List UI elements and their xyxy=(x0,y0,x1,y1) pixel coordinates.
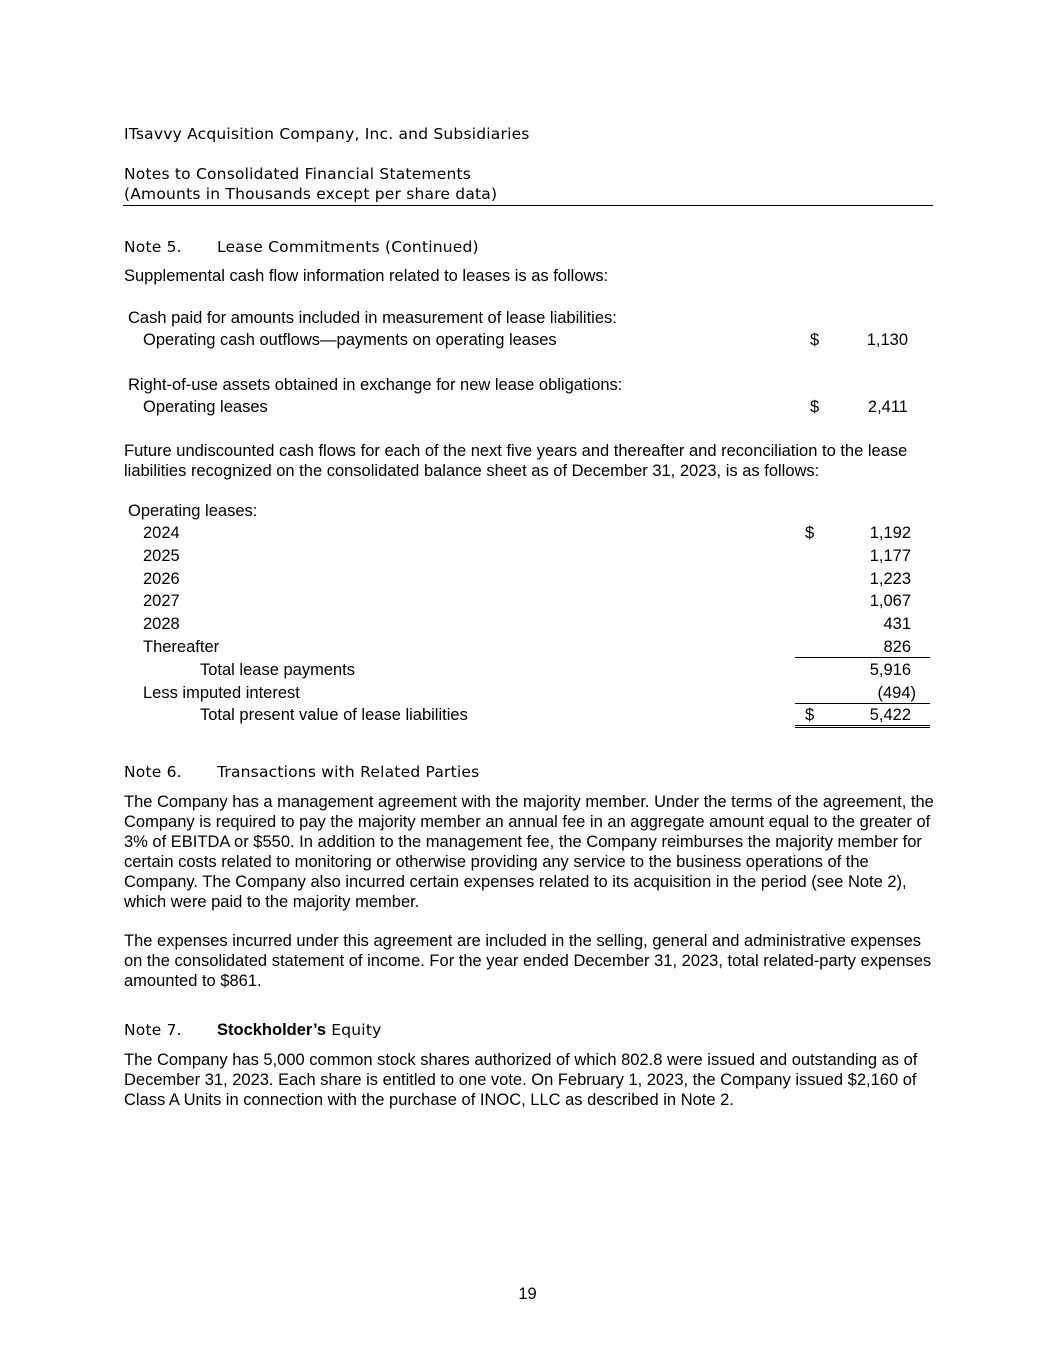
note6-paragraph-2: The expenses incurred under this agreement are included in the selling, general and administrative expenses on the consolidated statement of income. For the year ended December 31, 2023, total related-party expenses amounted to $861. xyxy=(124,932,932,990)
future-cash-flows-text: Future undiscounted cash flows for each of the next five years and thereafter and reconciliation to the lease liabilities recognized on the consolidated balance sheet as of December 31, 2023, is as follows: xyxy=(124,442,908,480)
schedule-row-value: 1,067 xyxy=(869,592,911,610)
note7-number: Note 7. xyxy=(124,1021,182,1039)
schedule-row-label: Thereafter xyxy=(143,638,220,656)
note5-number: Note 5. xyxy=(124,238,182,256)
note7-title xyxy=(217,1021,381,1040)
schedule-row-label: 2026 xyxy=(143,570,180,588)
header-rule xyxy=(123,205,933,206)
total-lease-payments-value: 5,916 xyxy=(869,661,911,679)
page-subtitle: (Amounts in Thousands except per share data) xyxy=(124,185,498,203)
schedule-row-label: 2025 xyxy=(143,547,180,565)
total-rule xyxy=(795,703,930,704)
operating-leases-value: 2,411 xyxy=(867,398,908,416)
schedule-row-label: 2028 xyxy=(143,615,180,633)
page-number: 19 xyxy=(518,1285,537,1303)
schedule-currency: $ xyxy=(805,524,815,542)
rou-label: Right-of-use assets obtained in exchange for new lease obligations: xyxy=(128,376,623,394)
schedule-row-value: 1,192 xyxy=(869,524,911,542)
schedule-row-value: 826 xyxy=(883,638,911,656)
note6-number: Note 6. xyxy=(124,763,182,781)
note6-paragraph-1: The Company has a management agreement with the majority member. Under the terms of the agreement, the Company is required to pay the majority member an annual fee in an aggregate amount equal to the greater of 3% of EBITDA or $550. In addition to the management fee, the Company reimburses the majority member for certain costs related to monitoring or otherwise providing any service to the business operations of the Company. The Company also incurred certain expenses related to its acquisition in the period (see Note 2), which were paid to the majority member. xyxy=(124,793,934,911)
page-title: Notes to Consolidated Financial Statements xyxy=(124,165,472,183)
present-value-value: 5,422 xyxy=(869,706,911,724)
operating-cash-currency: $ xyxy=(810,331,820,349)
operating-leases-currency: $ xyxy=(810,398,820,416)
schedule-row-value: 1,177 xyxy=(869,547,911,565)
operating-cash-value: 1,130 xyxy=(866,331,908,349)
schedule-row-value: 431 xyxy=(883,615,911,633)
note6-title: Transactions with Related Parties xyxy=(217,763,480,781)
double-underline xyxy=(795,725,930,728)
imputed-interest-label: Less imputed interest xyxy=(143,684,300,702)
schedule-heading: Operating leases: xyxy=(128,502,258,520)
note7-paragraph: The Company has 5,000 common stock shares authorized of which 802.8 were issued and outstanding as of December 31, 2023. Each share is entitled to one vote. On February 1, 2023, the Company issued $2,160 of Class A Units in connection with the purchase of INOC, LLC as described in Note 2. xyxy=(124,1051,918,1109)
note7-title-rest: Equity xyxy=(326,1021,382,1039)
company-name: ITsavvy Acquisition Company, Inc. and Subsidiaries xyxy=(124,125,530,143)
cash-paid-label: Cash paid for amounts included in measurement of lease liabilities: xyxy=(128,309,617,327)
schedule-row-label: 2024 xyxy=(143,524,180,542)
note5-title: Lease Commitments (Continued) xyxy=(217,238,479,256)
note7-title-bold: Stockholder’s xyxy=(217,1021,327,1039)
schedule-row-label: 2027 xyxy=(143,592,180,610)
present-value-currency: $ xyxy=(805,706,815,724)
operating-leases-label: Operating leases xyxy=(143,398,268,416)
total-lease-payments-label: Total lease payments xyxy=(200,661,356,679)
present-value-label: Total present value of lease liabilities xyxy=(200,706,468,724)
note5-intro: Supplemental cash flow information related to leases is as follows: xyxy=(124,267,609,285)
operating-cash-label: Operating cash outflows—payments on operating leases xyxy=(143,331,557,349)
schedule-row-value: 1,223 xyxy=(869,570,911,588)
subtotal-rule xyxy=(795,657,930,658)
imputed-interest-value: (494) xyxy=(877,684,916,702)
